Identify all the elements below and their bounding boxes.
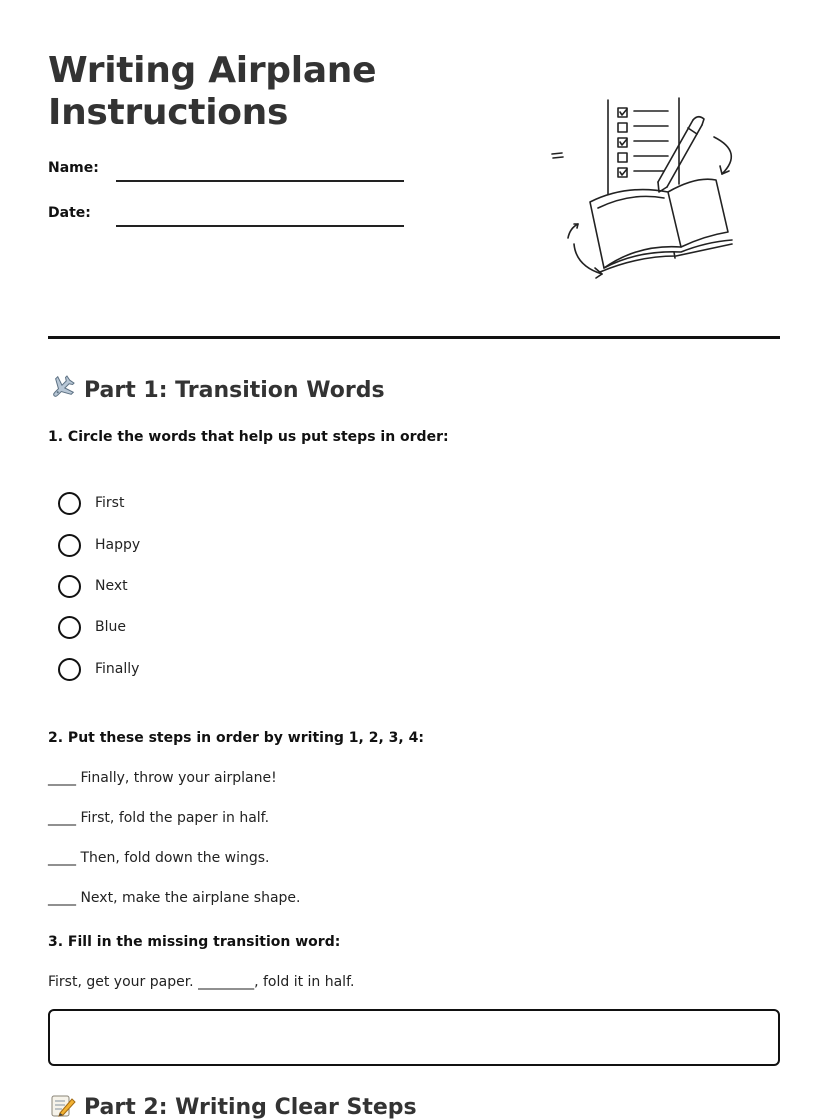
radio-circle[interactable]: [58, 492, 81, 515]
option-finally[interactable]: [58, 657, 139, 681]
option-first[interactable]: [58, 491, 124, 515]
question-1-prompt: 1. Circle the words that help us put steps in order:: [48, 429, 449, 445]
radio-circle[interactable]: [58, 534, 81, 557]
part2-heading: [48, 1091, 417, 1120]
part2-heading-text: Part 2: Writing Clear Steps: [84, 1095, 417, 1120]
fill-in-sentence: First, get your paper. ________, fold it in half.: [48, 974, 355, 990]
radio-circle[interactable]: [58, 575, 81, 598]
checklist-book-pencil-icon: [546, 92, 742, 288]
radio-circle[interactable]: [58, 658, 81, 681]
memo-icon: [48, 1091, 76, 1119]
airplane-icon: [48, 374, 76, 402]
question-2-prompt: 2. Put these steps in order by writing 1, 2, 3, 4:: [48, 730, 424, 746]
page-title: Writing Airplane Instructions: [48, 50, 377, 133]
option-label: Next: [95, 578, 128, 594]
step-item: ____ Then, fold down the wings.: [48, 850, 270, 866]
step-item: ____ Finally, throw your airplane!: [48, 770, 277, 786]
part1-heading: [48, 374, 385, 403]
option-label: Blue: [95, 619, 126, 635]
option-happy[interactable]: [58, 533, 140, 557]
question-3-prompt: 3. Fill in the missing transition word:: [48, 934, 341, 950]
date-field[interactable]: [116, 225, 404, 227]
name-label: Name:: [48, 160, 99, 176]
option-label: First: [95, 495, 125, 511]
step-item: ____ Next, make the airplane shape.: [48, 890, 301, 906]
option-blue[interactable]: [58, 615, 126, 639]
option-next[interactable]: [58, 574, 128, 598]
radio-circle[interactable]: [58, 616, 81, 639]
name-field[interactable]: [116, 180, 404, 182]
date-label: Date:: [48, 205, 91, 221]
step-item: ____ First, fold the paper in half.: [48, 810, 270, 826]
option-label: Happy: [95, 537, 141, 553]
section-divider: [48, 336, 780, 339]
option-label: Finally: [95, 661, 140, 677]
answer-input-box[interactable]: [48, 1009, 780, 1066]
part1-heading-text: Part 1: Transition Words: [84, 378, 385, 403]
